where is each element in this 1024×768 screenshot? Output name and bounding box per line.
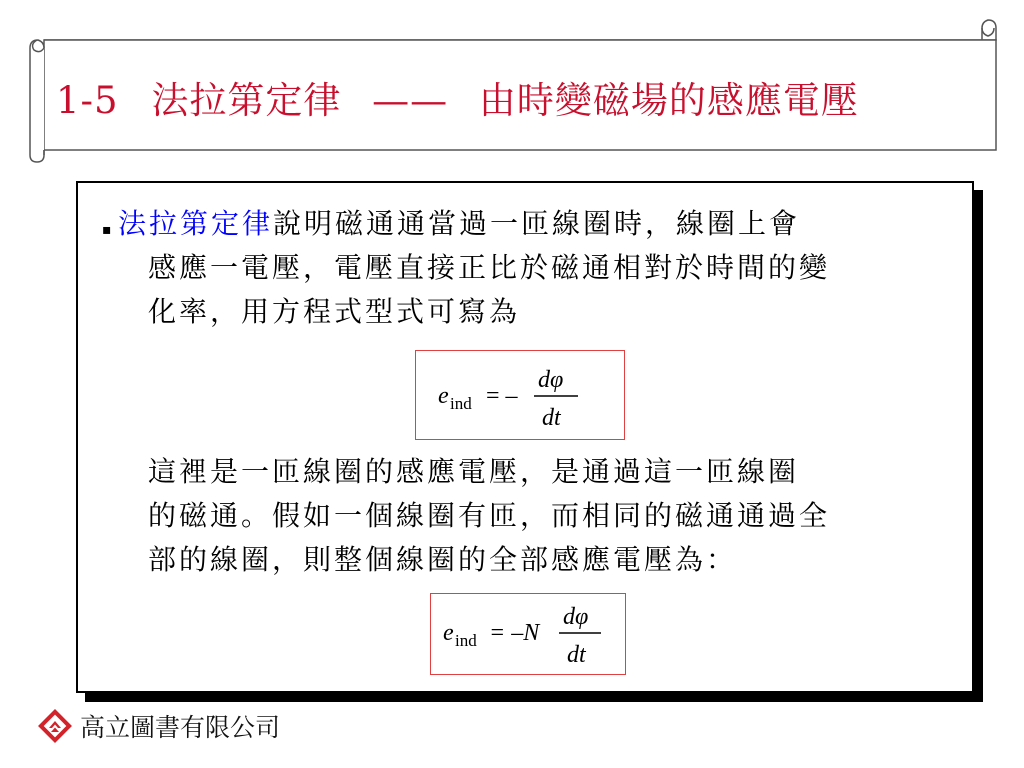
formula1-num: dφ (538, 367, 564, 393)
diamond-arrow-logo-icon (38, 709, 72, 743)
title-dash: —— (372, 79, 449, 122)
paragraph-2-line-2: 的磁通。假如一個線圈有匝，而相同的磁通通過全 (148, 499, 831, 532)
page-title (56, 70, 859, 124)
title-subtitle: 由時變磁場的感應電壓 (478, 79, 859, 122)
paragraph-1-line-2: 感應一電壓，電壓直接正比於磁通相對於時間的變 (148, 251, 831, 284)
paragraph-1 (102, 202, 831, 334)
paragraph-1-line-1 (118, 202, 830, 246)
company-name: 高立圖書有限公司 (80, 713, 281, 742)
paragraph-2-line-1: 這裡是一匝線圈的感應電壓，是通過這一匝線圈 (148, 455, 800, 488)
paragraph-2-line-3: 部的線圈，則整個線圈的全部感應電壓為： (148, 543, 738, 576)
formula2-den: dt (567, 642, 586, 668)
formula2-sub: ind (455, 631, 477, 650)
formula2-num: dφ (563, 604, 589, 630)
formula1-den: dt (542, 405, 561, 431)
formula2-lhs: e (443, 620, 454, 646)
formula1-sub: ind (450, 394, 472, 413)
formula2-eq: = –N (489, 620, 540, 646)
section-number: 1-5 (56, 79, 119, 122)
title-topic: 法拉第定律 (151, 79, 342, 122)
paragraph-1-line-3: 化率，用方程式型式可寫為 (148, 295, 521, 328)
footer-logo (38, 708, 280, 744)
formula1-eq: = – (486, 383, 518, 409)
highlight-term: 法拉第定律 (118, 207, 274, 240)
paragraph-1-line-1-text: 說明磁通通當過一匝線圈時，線圈上會 (273, 207, 801, 240)
formula1-lhs: e (438, 383, 449, 409)
bullet-icon: ▪ (102, 222, 115, 238)
formula-single-turn (415, 350, 625, 440)
formula-n-turns (430, 593, 626, 675)
paragraph-2 (148, 450, 830, 582)
